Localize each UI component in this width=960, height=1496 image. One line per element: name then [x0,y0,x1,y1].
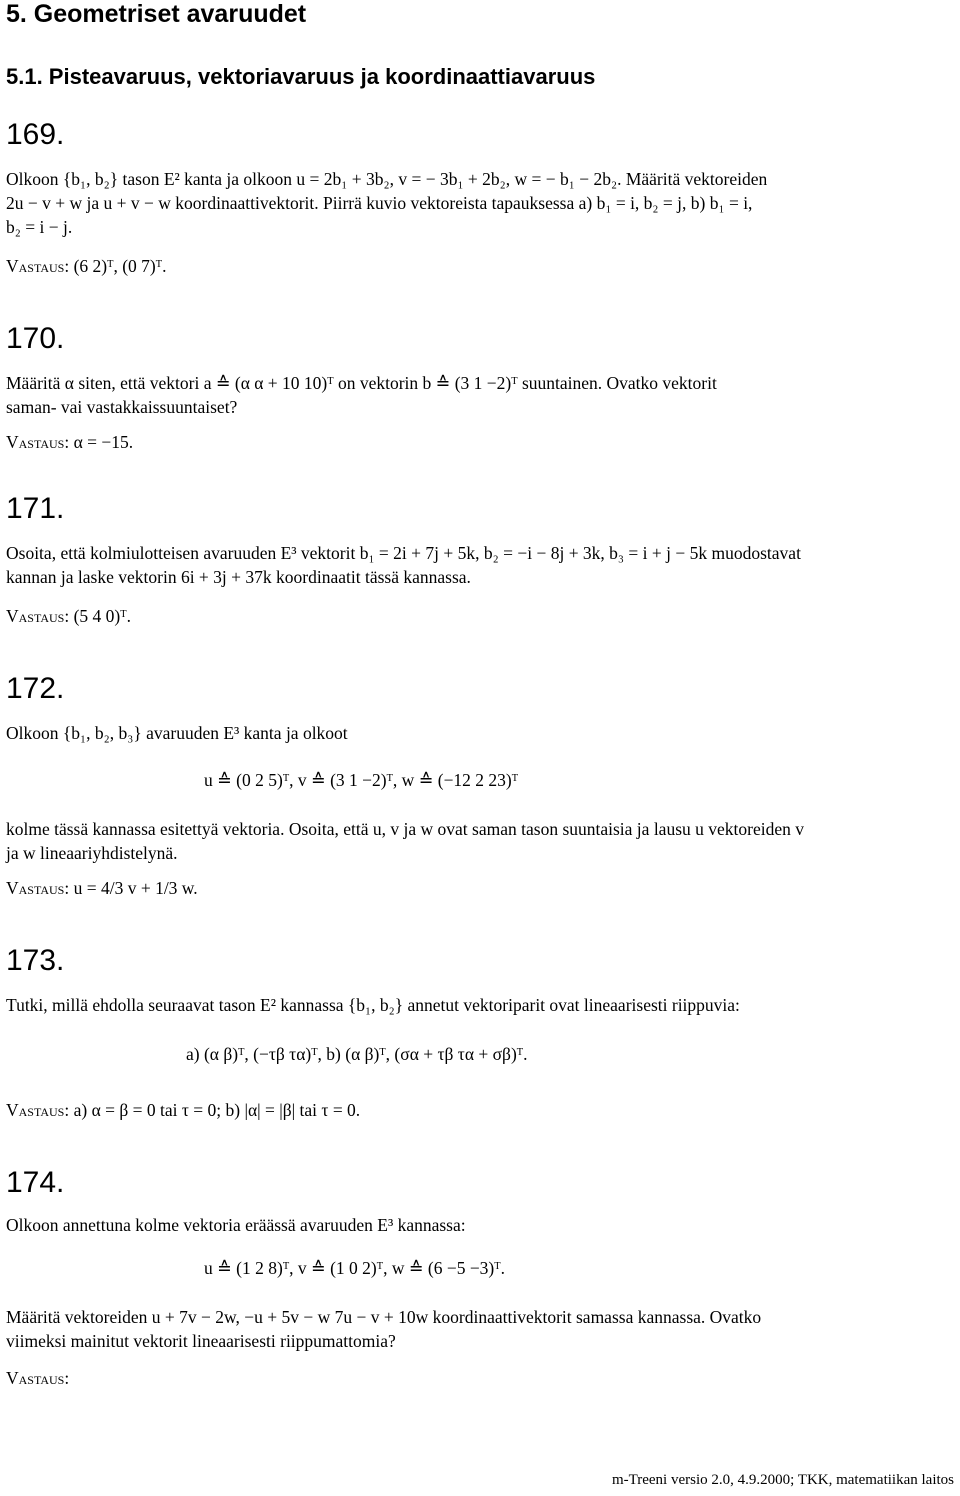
problem-173-equation: a) (α β)ᵀ, (−τβ τα)ᵀ, b) (α β)ᵀ, (σα + τβ τα + σβ)ᵀ. [186,1044,528,1064]
answer-value: a) α = β = 0 tai τ = 0; b) |α| = |β| tai τ = 0. [73,1100,361,1120]
answer-label: Vastaus: [6,1100,70,1120]
problem-number-169: 169. [6,118,65,151]
answer-169 [6,256,166,277]
section-title: 5.1. Pisteavaruus, vektoriavaruus ja koordinaattiavaruus [6,64,596,89]
problem-number-173: 173. [6,944,65,977]
answer-value: (6 2)ᵀ, (0 7)ᵀ. [73,256,167,276]
problem-169-line-3: b₂ = i − j. [6,217,73,237]
answer-value: (5 4 0)ᵀ. [73,606,131,626]
problem-172-line-3: ja w lineaariyhdistelynä. [6,843,178,863]
problem-170-line-2: saman- vai vastakkaissuuntaiset? [6,397,238,417]
problem-number-170: 170. [6,322,65,355]
answer-label: Vastaus: [6,878,70,898]
answer-174 [6,1368,69,1389]
problem-172-line-1: Olkoon {b₁, b₂, b₃} avaruuden E³ kanta ja olkoot [6,723,348,743]
answer-label: Vastaus: [6,606,70,626]
problem-174-line-1: Olkoon annettuna kolme vektoria eräässä avaruuden E³ kannassa: [6,1215,466,1235]
problem-172-equation: u ≙ (0 2 5)ᵀ, v ≙ (3 1 −2)ᵀ, w ≙ (−12 2 23)ᵀ [204,770,519,790]
answer-173 [6,1100,360,1121]
answer-170 [6,432,133,453]
problem-171-line-1: Osoita, että kolmiulotteisen avaruuden E³ vektorit b₁ = 2i + 7j + 5k, b₂ = −i − 8j + 3k, b₃ = i + j − 5k muodostavat [6,543,801,563]
problem-174-line-3: viimeksi mainitut vektorit lineaarisesti riippumattomia? [6,1331,396,1351]
problem-172-line-2: kolme tässä kannassa esitettyä vektoria. Osoita, että u, v ja w ovat saman tason suuntaisia ja lausu u vektoreiden v [6,819,804,839]
answer-value: α = −15. [73,432,134,452]
problem-169-line-2: 2u − v + w ja u + v − w koordinaattivektorit. Piirrä kuvio vektoreista tapauksessa a) b₁ = i, b₂ = j, b) b₁ = i, [6,193,753,213]
answer-label: Vastaus: [6,1368,70,1388]
problem-171-line-2: kannan ja laske vektorin 6i + 3j + 37k koordinaatit tässä kannassa. [6,567,471,587]
problem-number-174: 174. [6,1166,65,1199]
problem-number-172: 172. [6,672,65,705]
page-title: 5. Geometriset avaruudet [6,0,307,28]
footer: m-Treeni versio 2.0, 4.9.2000; TKK, matematiikan laitos [611,1472,954,1488]
answer-label: Vastaus: [6,432,70,452]
answer-172 [6,878,198,899]
problem-174-equation: u ≙ (1 2 8)ᵀ, v ≙ (1 0 2)ᵀ, w ≙ (6 −5 −3)ᵀ. [204,1258,505,1278]
answer-label: Vastaus: [6,256,70,276]
answer-171 [6,606,131,627]
problem-169-line-1: Olkoon {b₁, b₂} tason E² kanta ja olkoon u = 2b₁ + 3b₂, v = − 3b₁ + 2b₂, w = − b₁ − 2b₂. Määritä vektoreiden [6,169,768,189]
problem-170-line-1: Määritä α siten, että vektori a ≙ (α α + 10 10)ᵀ on vektorin b ≙ (3 1 −2)ᵀ suuntainen. Ovatko vektorit [6,373,717,393]
problem-174-line-2: Määritä vektoreiden u + 7v − 2w, −u + 5v − w 7u − v + 10w koordinaattivektorit samassa kannassa. Ovatko [6,1307,762,1327]
problem-173-line-1: Tutki, millä ehdolla seuraavat tason E² kannassa {b₁, b₂} annetut vektoriparit ovat lineaarisesti riippuvia: [6,995,740,1015]
problem-number-171: 171. [6,492,65,525]
answer-value: u = 4/3 v + 1/3 w. [73,878,198,898]
